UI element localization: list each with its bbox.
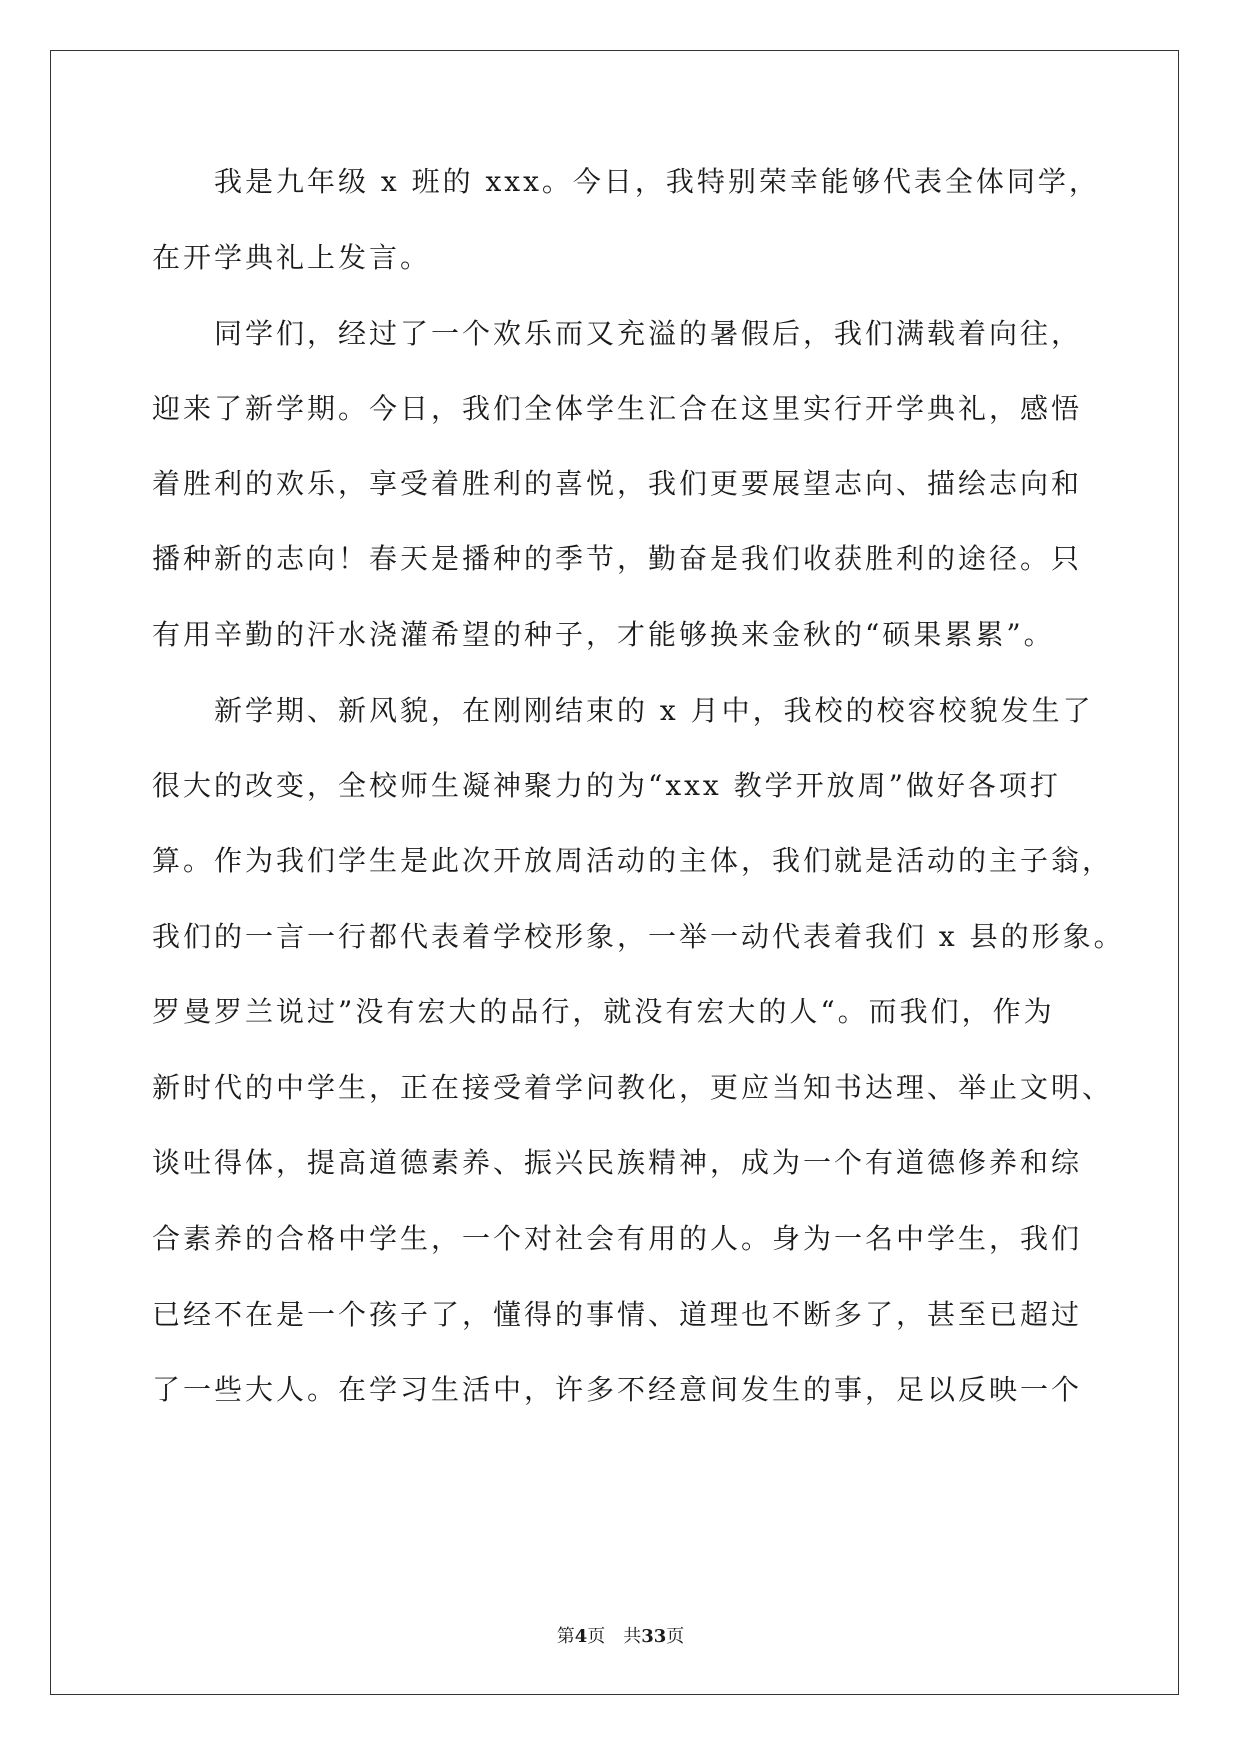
text-line: 播种新的志向！春天是播种的季节，勤奋是我们收获胜利的途径。只 bbox=[152, 542, 1083, 575]
text-line: 我是九年级 x 班的 xxx。今日，我特别荣幸能够代表全体同学， bbox=[152, 165, 1100, 198]
page-prefix: 第 bbox=[556, 1626, 575, 1647]
text-line: 同学们，经过了一个欢乐而又充溢的暑假后，我们满载着向往， bbox=[152, 317, 1083, 350]
total-prefix: 共 bbox=[623, 1626, 642, 1647]
text-line: 很大的改变，全校师生凝神聚力的为“xxx 教学开放周”做好各项打 bbox=[152, 769, 1061, 802]
total-suffix: 页 bbox=[666, 1626, 685, 1647]
text-line: 迎来了新学期。今日，我们全体学生汇合在这里实行开学典礼，感悟 bbox=[152, 392, 1083, 425]
text-line: 算。作为我们学生是此次开放周活动的主体，我们就是活动的主子翁， bbox=[152, 844, 1114, 877]
text-line: 合素养的合格中学生，一个对社会有用的人。身为一名中学生，我们 bbox=[152, 1222, 1083, 1255]
total-pages: 33 bbox=[641, 1626, 667, 1647]
text-line: 有用辛勤的汗水浇灌希望的种子，才能够换来金秋的“硕果累累”。 bbox=[152, 618, 1055, 651]
text-line: 着胜利的欢乐，享受着胜利的喜悦，我们更要展望志向、描绘志向和 bbox=[152, 467, 1083, 500]
text-line: 我们的一言一行都代表着学校形象，一举一动代表着我们 x 县的形象。 bbox=[152, 920, 1125, 953]
page-footer bbox=[0, 1622, 1241, 1648]
text-line: 新时代的中学生，正在接受着学问教化，更应当知书达理、举止文明、 bbox=[152, 1071, 1114, 1104]
text-line: 罗曼罗兰说过”没有宏大的品行，就没有宏大的人“。而我们，作为 bbox=[152, 995, 1055, 1028]
text-line: 谈吐得体，提高道德素养、振兴民族精神，成为一个有道德修养和综 bbox=[152, 1146, 1083, 1179]
page-number: 4 bbox=[574, 1626, 588, 1647]
text-line: 了一些大人。在学习生活中，许多不经意间发生的事，足以反映一个 bbox=[152, 1373, 1083, 1406]
text-line: 已经不在是一个孩子了，懂得的事情、道理也不断多了，甚至已超过 bbox=[152, 1298, 1083, 1331]
text-line: 新学期、新风貌，在刚刚结束的 x 月中，我校的校容校貌发生了 bbox=[152, 694, 1094, 727]
text-line: 在开学典礼上发言。 bbox=[152, 241, 432, 274]
page-suffix: 页 bbox=[587, 1626, 606, 1647]
